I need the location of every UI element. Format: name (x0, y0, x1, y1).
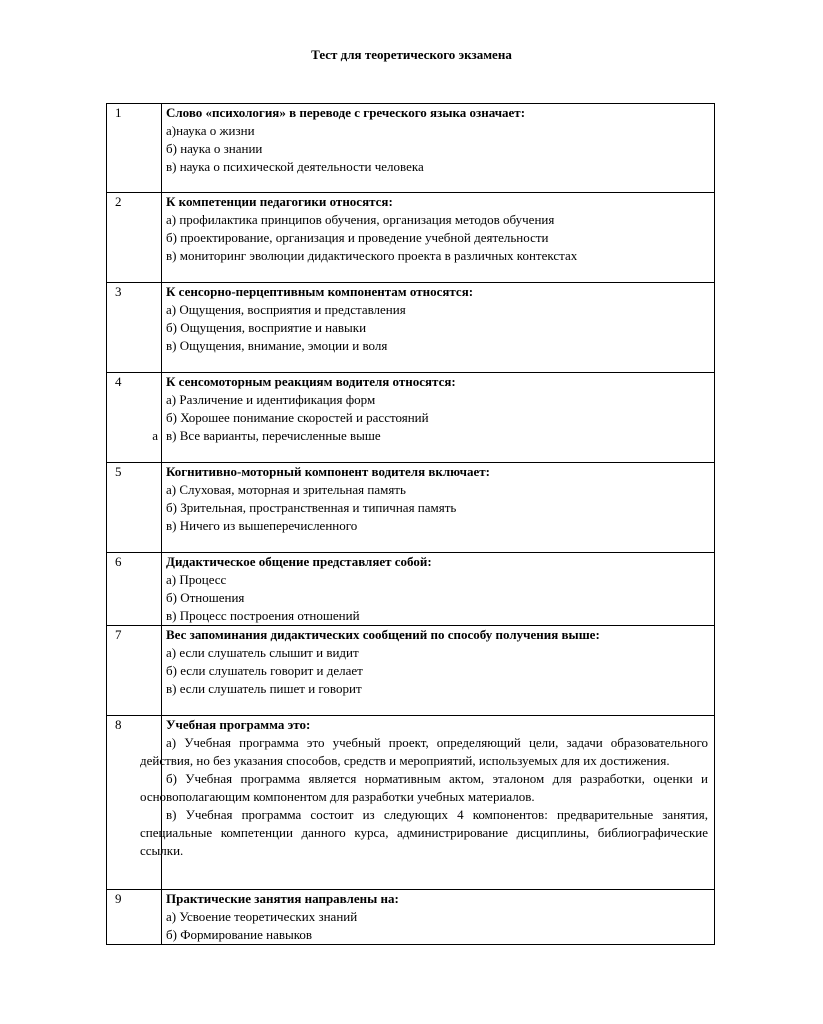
question-row-8 (107, 716, 715, 890)
question-number: 1 (107, 104, 162, 193)
question-cell (140, 716, 715, 890)
question-number: 2 (107, 193, 162, 283)
option-b: б) Зрительная, пространственная и типичная память (166, 500, 457, 515)
option-a: а) Слуховая, моторная и зрительная память (166, 482, 406, 497)
option-a: а)наука о жизни (166, 123, 255, 138)
question-row-6 (107, 553, 715, 626)
question-cell (162, 553, 715, 626)
option-c: в) Процесс построения отношений (166, 608, 360, 623)
question-number: 7 (107, 626, 162, 716)
option-c: в) Учебная программа состоит из следующих 4 компонентов: предварительные занятия, специальные компетенции данного курса, администрирование дисциплины, библиографические ссылки. (140, 807, 708, 858)
option-a: а) Процесс (166, 572, 227, 587)
document-title: Тест для теоретического экзамена (311, 47, 512, 62)
option-a: а) профилактика принципов обучения, организация методов обучения (166, 212, 555, 227)
option-c: в) Все варианты, перечисленные выше (166, 428, 381, 443)
question-cell (162, 283, 715, 373)
question-number: 5 (107, 463, 162, 553)
question-cell (162, 626, 715, 716)
option-a: а) Ощущения, восприятия и представления (166, 302, 406, 317)
question-row-2 (107, 193, 715, 283)
option-c: в) мониторинг эволюции дидактического проекта в различных контекстах (166, 248, 578, 263)
question-text: Когнитивно-моторный компонент водителя включает: (166, 464, 490, 479)
option-b: б) Формирование навыков (166, 927, 313, 942)
option-a: а) Различение и идентификация форм (166, 392, 376, 407)
question-number-cell (107, 373, 162, 463)
option-c: в) если слушатель пишет и говорит (166, 681, 362, 696)
option-b: б) если слушатель говорит и делает (166, 663, 363, 678)
option-c: в) Ничего из вышеперечисленного (166, 518, 358, 533)
question-text: К компетенции педагогики относятся: (166, 194, 393, 209)
question-text: К сенсорно-перцептивным компонентам относятся: (166, 284, 474, 299)
option-c: в) наука о психической деятельности человека (166, 159, 424, 174)
question-number: 8 (107, 716, 162, 890)
option-c: в) Ощущения, внимание, эмоции и воля (166, 338, 388, 353)
question-number: 6 (107, 553, 162, 626)
option-a: а) если слушатель слышит и видит (166, 645, 359, 660)
question-text: К сенсомоторным реакциям водителя относятся: (166, 374, 456, 389)
question-text: Слово «психология» в переводе с греческого языка означает: (166, 105, 526, 120)
option-b: б) Ощущения, восприятие и навыки (166, 320, 367, 335)
question-number: 4 (115, 374, 122, 389)
option-b: б) Учебная программа является нормативным актом, эталоном для разработки, оценки и основополагающим компонентом для разработки учебных материалов. (140, 771, 708, 804)
question-cell (162, 373, 715, 463)
question-text: Дидактическое общение представляет собой: (166, 554, 432, 569)
question-cell (162, 890, 715, 945)
question-row-3 (107, 283, 715, 373)
question-row-1 (107, 104, 715, 193)
question-cell (162, 193, 715, 283)
question-number: 9 (107, 890, 162, 945)
option-a: а) Усвоение теоретических знаний (166, 909, 358, 924)
question-row-7 (107, 626, 715, 716)
option-a: а) Учебная программа это учебный проект, определяющий цели, задачи образовательного действия, но без указания способов, средств и мероприятий, используемых для их достижения. (140, 735, 708, 768)
question-row-9 (107, 890, 715, 945)
option-b: б) проектирование, организация и проведение учебной деятельности (166, 230, 549, 245)
question-text: Вес запоминания дидактических сообщений по способу получения выше: (166, 627, 600, 642)
question-cell (162, 463, 715, 553)
question-text: Учебная программа это: (166, 717, 311, 732)
test-table (106, 103, 715, 945)
question-row-4 (107, 373, 715, 463)
question-text: Практические занятия направлены на: (166, 891, 399, 906)
question-cell (162, 104, 715, 193)
question-number: 3 (107, 283, 162, 373)
answer-mark: а (152, 428, 158, 443)
question-row-5 (107, 463, 715, 553)
option-b: б) наука о знании (166, 141, 263, 156)
option-b: б) Отношения (166, 590, 245, 605)
option-b: б) Хорошее понимание скоростей и расстояний (166, 410, 429, 425)
